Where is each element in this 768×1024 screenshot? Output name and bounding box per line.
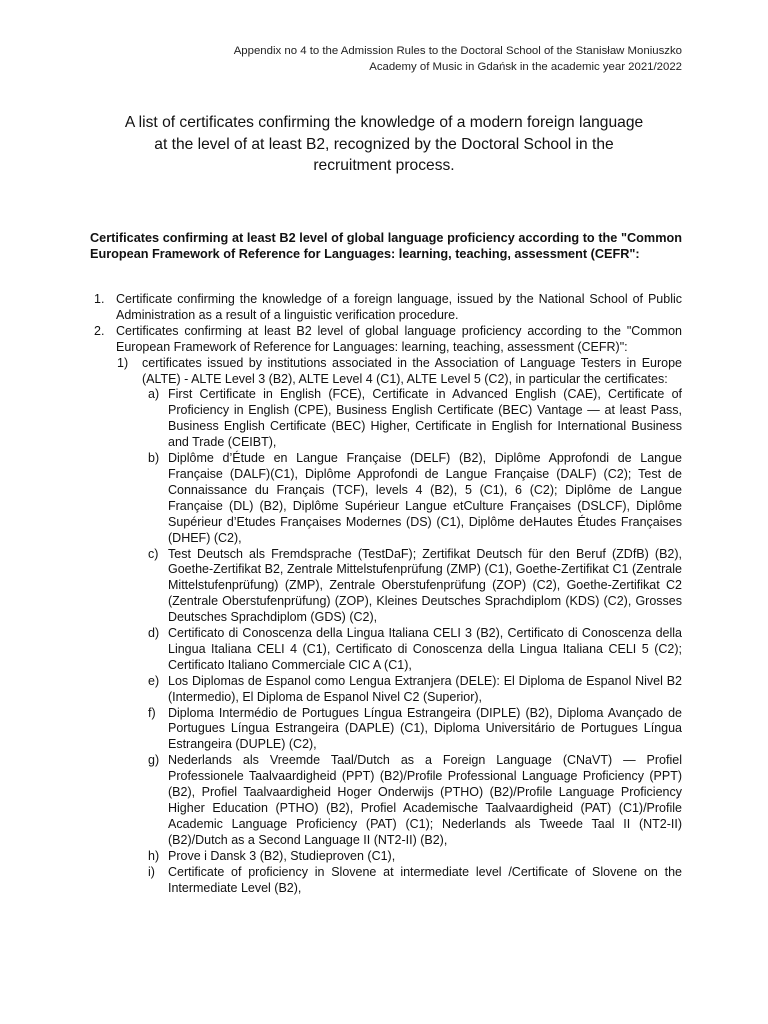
certificate-item-e xyxy=(90,674,682,706)
list-marker: i) xyxy=(148,864,155,879)
list-marker: c) xyxy=(148,546,159,561)
certificate-item-c xyxy=(90,547,682,627)
list-item-text: certificates issued by institutions associated in the Association of Language Testers in Europe (ALTE) - ALTE Level 3 (B2), ALTE Level 4 (C1), ALTE Level 5 (C2), in particular the certificates: xyxy=(142,355,682,386)
list-item-text: Diplôme d’Étude en Langue Française (DELF) (B2), Diplôme Approfondi de Langue Française (DALF)(C1), Diplôme Approfondi de Langue Française (DALF) (C2); Test de Connaissance du Français (TCF), levels 4 (B2), 5 (C1), 6 (C2); Diplôme de Langue Française (DL) (B2), Diplôme Supérieur Langue etCulture Françaises (DSLCF), Diplôme Supérieur d’Etudes Françaises Modernes (DS) (C1), Diplôme deHautes Études Françaises (DHEF) (C2), xyxy=(168,451,682,545)
certificate-list xyxy=(90,292,682,896)
certificate-item-g xyxy=(90,753,682,848)
certificate-item-a xyxy=(90,387,682,451)
list-item-text: Diploma Intermédio de Portugues Língua Estrangeira (DIPLE) (B2), Diploma Avançado de Portugues Língua Estrangeira (DAPLE) (C1), Diploma Universitário de Portugues Língua Estrangeira (DUPLE) (C2), xyxy=(168,705,682,752)
list-marker: e) xyxy=(148,673,160,688)
list-marker: b) xyxy=(148,451,160,466)
list-marker: d) xyxy=(148,626,160,641)
list-item-text: Certificate confirming the knowledge of a foreign language, issued by the National School of Public Administration as a result of a linguistic verification procedure. xyxy=(116,292,682,322)
list-item-text: Test Deutsch als Fremdsprache (TestDaF); Zertifikat Deutsch für den Beruf (ZDfB) (B2), Goethe-Zertifikat B2, Zentrale Mittelstufenprüfung (ZMP) (C1), Goethe-Zertifikat C1 (Zentrale Mittelstufenprüfung) (ZMP), Zentrale Oberstufenprüfung (ZOP) (C2), Goethe-Zertifikat C2 (Zentrale Oberstufenprüfung) (ZOP), Kleines Deutsches Sprachdiplom (KDS) (C2), Grosses Deutsches Sprachdiplom (GDS) (C2), xyxy=(168,546,682,625)
appendix-header-line-1: Appendix no 4 to the Admission Rules to the Doctoral School of the Stanisław Moniuszko xyxy=(233,45,682,57)
document-title-line-1: A list of certificates confirming the knowledge of a modern foreign language xyxy=(124,114,644,131)
list-item-text: Certificates confirming at least B2 level of global language proficiency according to the "Common European Framework of Reference for Languages: learning, teaching, assessment (CEFR)": xyxy=(116,323,682,354)
list-item-1 xyxy=(90,292,682,324)
list-item-text: Certificato di Conoscenza della Lingua Italiana CELI 3 (B2), Certificato di Conoscenza della Lingua Italiana CELI 4 (C1), Certificato di Conoscenza della Lingua Italiana CELI 5 (C2); Certificato Italiano Commerciale CIC A (C1), xyxy=(168,626,682,672)
list-item-text: First Certificate in English (FCE), Certificate in Advanced English (CAE), Certificate of Proficiency in English (CPE), Business English Certificate (BEC) Vantage — at least Pass, Business English Certificate (BEC) Higher, Certificate in English for International Business and Trade (CEIBT), xyxy=(168,387,682,450)
document-title-line-2: at the level of at least B2, recognized by the Doctoral School in the xyxy=(154,135,614,153)
certificate-item-i xyxy=(90,865,682,897)
certificate-item-d xyxy=(90,626,682,674)
list-marker: a) xyxy=(148,387,160,402)
document-title-line-3: recruitment process. xyxy=(313,157,455,174)
certificate-item-b xyxy=(90,451,682,546)
list-item-text: Nederlands als Vreemde Taal/Dutch as a Foreign Language (CNaVT) — Profiel Professionele Taalvaardigheid (PPT) (B2)/Profile Professional Language Proficiency (PPT) (B2), Profiel Taalvaardigheid Hoger Onderwijs (PTHO) (B2)/Profile Language Proficiency Higher Education (PTHO) (B2), Profiel Academische Taalvaardigheid (PAT) (C1)/Profile Academic Language Proficiency (PAT) (C1); Nederlands als Tweede Taal II (NT2-II) (B2)/Dutch as a Second Language II (NT2-II) (B2), xyxy=(168,753,682,847)
list-marker: 2. xyxy=(94,323,105,338)
certificate-item-h xyxy=(90,849,682,865)
list-item-text: Certificate of proficiency in Slovene at intermediate level /Certificate of Slovene on the Intermediate Level (B2), xyxy=(168,864,682,895)
list-marker: g) xyxy=(148,753,160,768)
appendix-header-line-2: Academy of Music in Gdańsk in the academic year 2021/2022 xyxy=(369,60,682,73)
sub-item-1 xyxy=(90,356,682,388)
list-marker: 1. xyxy=(94,292,105,306)
document-title xyxy=(90,112,678,177)
appendix-header xyxy=(234,44,682,75)
list-marker: h) xyxy=(148,848,160,863)
list-item-text: Los Diplomas de Espanol como Lengua Extranjera (DELE): El Diploma de Espanol Nivel B2 (Intermedio), El Diploma de Espanol Nivel C2 (Superior), xyxy=(168,673,682,704)
list-marker: 1) xyxy=(117,355,129,370)
list-item-2 xyxy=(90,324,682,356)
certificate-item-f xyxy=(90,706,682,754)
list-item-text: Prove i Dansk 3 (B2), Studieproven (C1), xyxy=(168,848,396,863)
list-marker: f) xyxy=(148,705,156,720)
intro-paragraph: Certificates confirming at least B2 level of global language proficiency according to the "Common European Framework of Reference for Languages: learning, teaching, assessment (CEFR": xyxy=(90,231,682,261)
